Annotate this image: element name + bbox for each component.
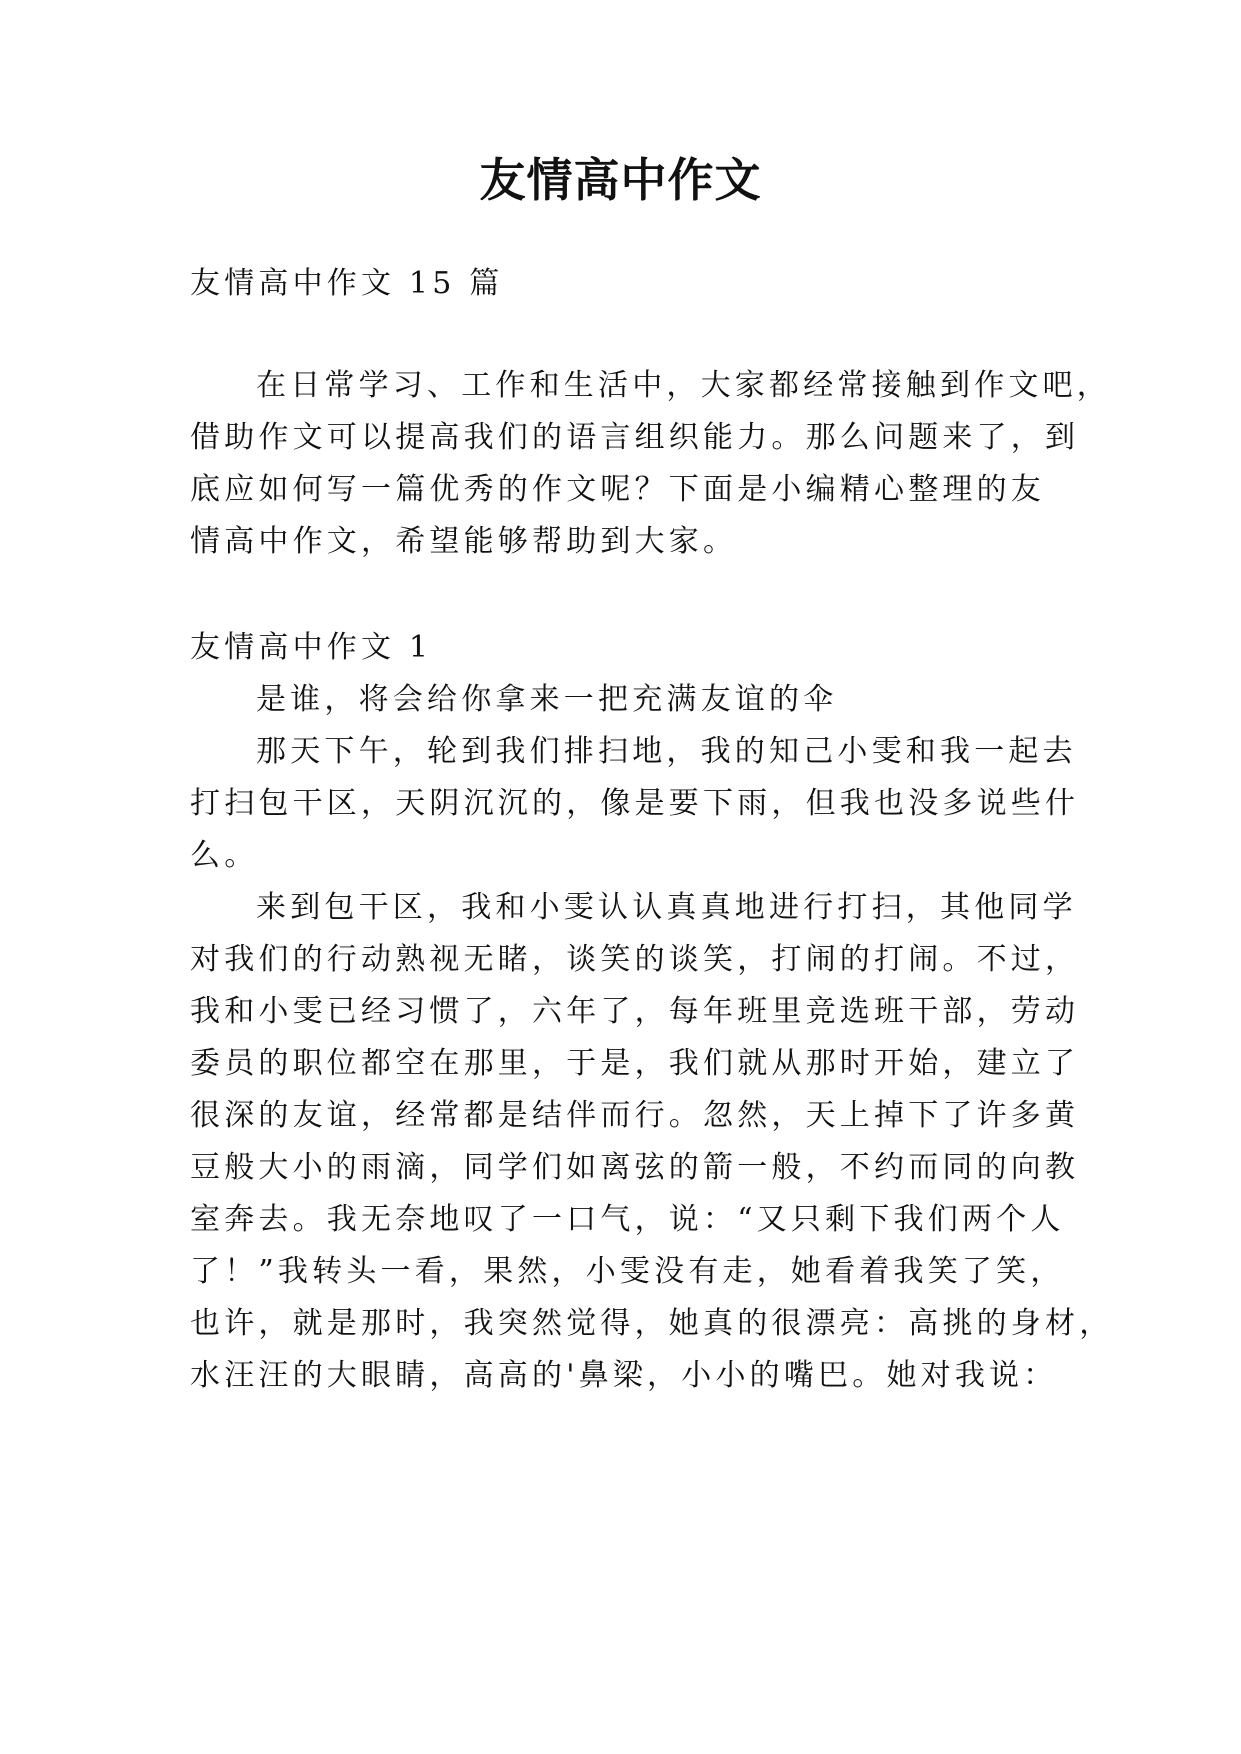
paragraph-line: 么。 [190,838,259,873]
intro-line: 借助作文可以提高我们的语言组织能力。那么问题来了，到 [190,420,1080,455]
paragraph-line: 那天下午，轮到我们排扫地，我的知己小雯和我一起去 [256,734,1077,769]
document-title: 友情高中作文 [479,153,762,207]
paragraph-line: 委员的职位都空在那里，于是，我们就从那时开始，建立了 [190,1046,1080,1081]
paragraph-line: 水汪汪的大眼睛，高高的'鼻梁，小小的嘴巴。她对我说： [190,1358,1058,1393]
intro-line: 情高中作文，希望能够帮助到大家。 [190,524,738,559]
intro-line: 底应如何写一篇优秀的作文呢？下面是小编精心整理的友 [190,472,1045,507]
paragraph-line: 也许，就是那时，我突然觉得，她真的很漂亮：高挑的身材， [190,1306,1114,1341]
essay-title: 是谁，将会给你拿来一把充满友谊的伞 [256,682,838,717]
section-heading: 友情高中作文 1 [190,630,433,665]
intro-line: 在日常学习、工作和生活中，大家都经常接触到作文吧， [256,368,1111,403]
paragraph-line: 打扫包干区，天阴沉沉的，像是要下雨，但我也没多说些什 [190,786,1080,821]
paragraph-line: 豆般大小的雨滴，同学们如离弦的箭一般，不约而同的向教 [190,1150,1080,1185]
paragraph-line: 很深的友谊，经常都是结伴而行。忽然，天上掉下了许多黄 [190,1098,1080,1133]
document-subtitle: 友情高中作文 15 篇 [190,266,504,301]
paragraph-line: 室奔去。我无奈地叹了一口气，说：“又只剩下我们两个人 [190,1202,1065,1237]
paragraph-line: 对我们的行动熟视无睹，谈笑的谈笑，打闹的打闹。不过， [190,942,1080,977]
paragraph-line: 来到包干区，我和小雯认认真真地进行打扫，其他同学 [256,890,1077,925]
paragraph-line: 了！”我转头一看，果然，小雯没有走，她看着我笑了笑， [190,1254,1065,1289]
paragraph-line: 我和小雯已经习惯了，六年了，每年班里竞选班干部，劳动 [190,994,1080,1029]
